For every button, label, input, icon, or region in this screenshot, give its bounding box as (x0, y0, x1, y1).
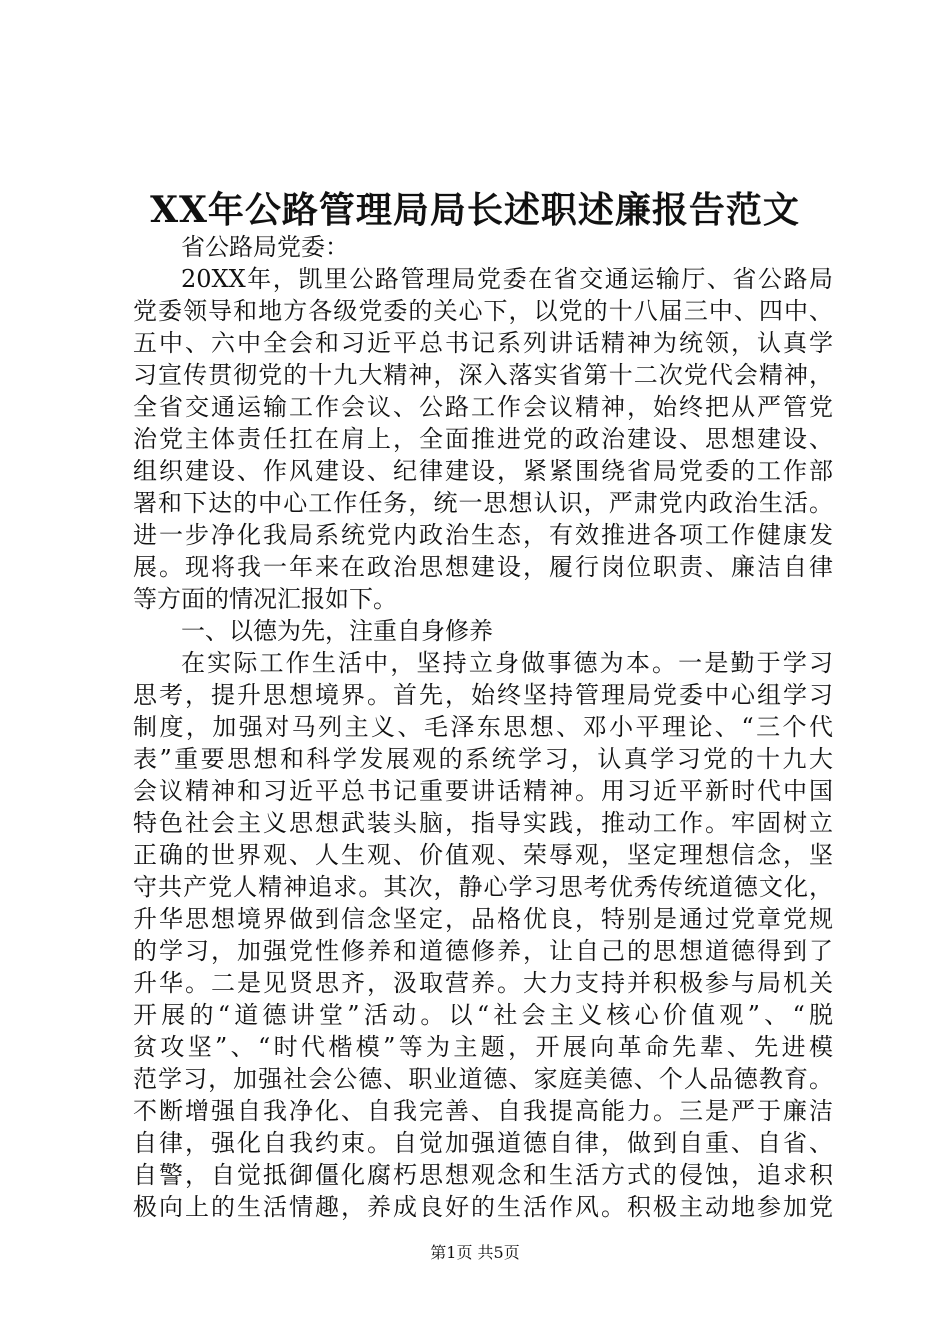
document-body (133, 231, 833, 1223)
body-line: 守共产党人精神追求。其次，静心学习思考优秀传统道德文化， (133, 873, 833, 901)
body-line: 的学习，加强党性修养和道德修养，让自己的思想道德得到了 (133, 937, 833, 965)
body-line: 署和下达的中心工作任务，统一思想认识，严肃党内政治生活。 (133, 489, 833, 517)
body-line: 极向上的生活情趣，养成良好的生活作风。积极主动地参加党 (133, 1193, 833, 1221)
body-line: 习宣传贯彻党的十九大精神，深入落实省第十二次党代会精神， (133, 361, 833, 389)
page-footer: 第1页 共5页 (430, 1243, 520, 1262)
body-line: 开展的“道德讲堂”活动。以“社会主义核心价值观”、“脱 (133, 1001, 833, 1029)
body-line: 范学习，加强社会公德、职业道德、家庭美德、个人品德教育。 (133, 1065, 833, 1093)
body-line: 党委领导和地方各级党委的关心下，以党的十八届三中、四中、 (133, 297, 833, 325)
body-line: 省公路局党委： (181, 233, 349, 261)
body-line: 会议精神和习近平总书记重要讲话精神。用习近平新时代中国 (133, 777, 833, 805)
body-line: 等方面的情况汇报如下。 (133, 585, 397, 613)
body-line: 五中、六中全会和习近平总书记系列讲话精神为统领，认真学 (133, 329, 833, 357)
body-line: 表”重要思想和科学发展观的系统学习，认真学习党的十九大 (133, 745, 833, 773)
body-line: 升华思想境界做到信念坚定，品格优良，特别是通过党章党规 (133, 905, 833, 933)
document-title: XX年公路管理局局长述职述廉报告范文 (150, 189, 800, 231)
body-line: 展。现将我一年来在政治思想建设，履行岗位职责、廉洁自律 (133, 553, 833, 581)
body-line: 贫攻坚”、“时代楷模”等为主题，开展向革命先辈、先进模 (133, 1033, 833, 1061)
body-line: 自律，强化自我约束。自觉加强道德自律，做到自重、自省、 (133, 1129, 833, 1157)
body-line: 组织建设、作风建设、纪律建设，紧紧围绕省局党委的工作部 (133, 457, 833, 485)
body-line: 进一步净化我局系统党内政治生态，有效推进各项工作健康发 (133, 521, 833, 549)
body-line: 正确的世界观、人生观、价值观、荣辱观，坚定理想信念，坚 (133, 841, 833, 869)
body-line: 治党主体责任扛在肩上，全面推进党的政治建设、思想建设、 (133, 425, 833, 453)
body-line: 升华。二是见贤思齐，汲取营养。大力支持并积极参与局机关 (133, 969, 833, 997)
body-line: 20XX年，凯里公路管理局党委在省交通运输厅、省公路局 (181, 265, 833, 293)
body-line: 不断增强自我净化、自我完善、自我提高能力。三是严于廉洁 (133, 1097, 833, 1125)
body-line: 特色社会主义思想武装头脑，指导实践，推动工作。牢固树立 (133, 809, 833, 837)
body-line: 自警，自觉抵御僵化腐朽思想观念和生活方式的侵蚀，追求积 (133, 1161, 833, 1189)
body-line: 在实际工作生活中，坚持立身做事德为本。一是勤于学习 (181, 649, 833, 677)
body-line: 思考，提升思想境界。首先，始终坚持管理局党委中心组学习 (133, 681, 833, 709)
body-line: 全省交通运输工作会议、公路工作会议精神，始终把从严管党 (133, 393, 833, 421)
body-line: 一、以德为先，注重自身修养 (181, 617, 493, 645)
body-line: 制度，加强对马列主义、毛泽东思想、邓小平理论、“三个代 (133, 713, 833, 741)
